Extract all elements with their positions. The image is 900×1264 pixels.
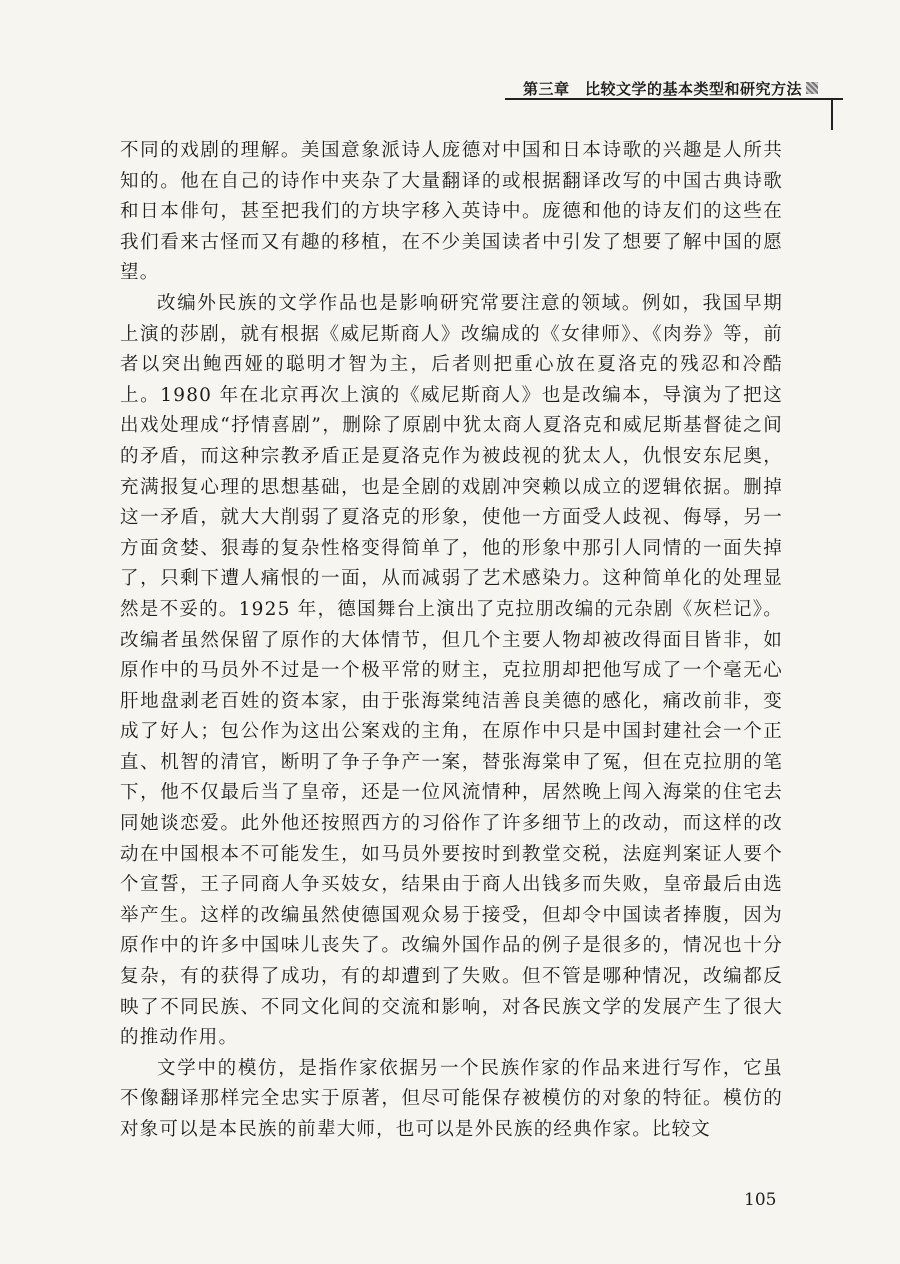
body-text xyxy=(120,136,783,1146)
chapter-title: 第三章 比较文学的基本类型和研究方法 xyxy=(522,80,802,98)
paragraph: 文学中的模仿，是指作家依据另一个民族作家的作品来进行写作，它虽不像翻译那样完全忠实于原著，但尽可能保存被模仿的对象的特征。模仿的对象可以是本民族的前辈大师，也可以是外民族的经典作家。比较文 xyxy=(120,1057,783,1140)
header-rule-tick xyxy=(831,98,833,130)
paragraph: 改编外民族的文学作品也是影响研究常要注意的领域。例如，我国早期上演的莎剧，就有根据《威尼斯商人》改编成的《女律师》、《肉券》等，前者以突出鲍西娅的聪明才智为主，后者则把重心放在夏洛克的残忍和冷酷上。1980 年在北京再次上演的《威尼斯商人》也是改编本，导演为了把这出戏处理成“抒情喜剧”，删除了原剧中犹太商人夏洛克和威尼斯基督徒之间的矛盾，而这种宗教矛盾正是夏洛克作为被歧视的犹太人，仇恨安东尼奥，充满报复心理的思想基础，也是全剧的戏剧冲突赖以成立的逻辑依据。删掉这一矛盾，就大大削弱了夏洛克的形象，使他一方面受人歧视、侮辱，另一方面贪婪、狠毒的复杂性格变得简单了，他的形象中那引人同情的一面失掉了，只剩下遭人痛恨的一面，从而减弱了艺术感染力。这种简单化的处理显然是不妥的。1925 年，德国舞台上演出了克拉朋改编的元杂剧《灰栏记》。改编者虽然保留了原作的大体情节，但几个主要人物却被改得面目皆非，如原作中的马员外不过是一个极平常的财主，克拉朋却把他写成了一个毫无心肝地盘剥老百姓的资本家，由于张海棠纯洁善良美德的感化，痛改前非，变成了好人；包公作为这出公案戏的主角，在原作中只是中国封建社会一个正直、机智的清官，断明了争子争产一案，替张海棠申了冤，但在克拉朋的笔下，他不仅最后当了皇帝，还是一位风流情种，居然晚上闯入海棠的住宅去同她谈恋爱。此外他还按照西方的习俗作了许多细节上的改动，而这样的改动在中国根本不可能发生，如马员外要按时到教堂交税，法庭判案证人要个个宣誓，王子同商人争买妓女，结果由于商人出钱多而失败，皇帝最后由选举产生。这样的改编虽然使德国观众易于接受，但却令中国读者捧腹，因为原作中的许多中国味儿丧失了。改编外国作品的例子是很多的，情况也十分复杂，有的获得了成功，有的却遭到了失败。但不管是哪种情况，改编都反映了不同民族、不同文化间的交流和影响，对各民族文学的发展产生了很大的推动作用。 xyxy=(120,292,783,1049)
header-ornament-icon xyxy=(806,82,818,94)
header-rule xyxy=(505,98,843,100)
page-number: 105 xyxy=(744,1190,777,1210)
running-header xyxy=(470,78,830,100)
paragraph: 不同的戏剧的理解。美国意象派诗人庞德对中国和日本诗歌的兴趣是人所共知的。他在自己的诗作中夹杂了大量翻译的或根据翻译改写的中国古典诗歌和日本俳句，甚至把我们的方块字移入英诗中。庞德和他的诗友们的这些在我们看来古怪而又有趣的移植，在不少美国读者中引发了想要了解中国的愿望。 xyxy=(120,140,783,284)
